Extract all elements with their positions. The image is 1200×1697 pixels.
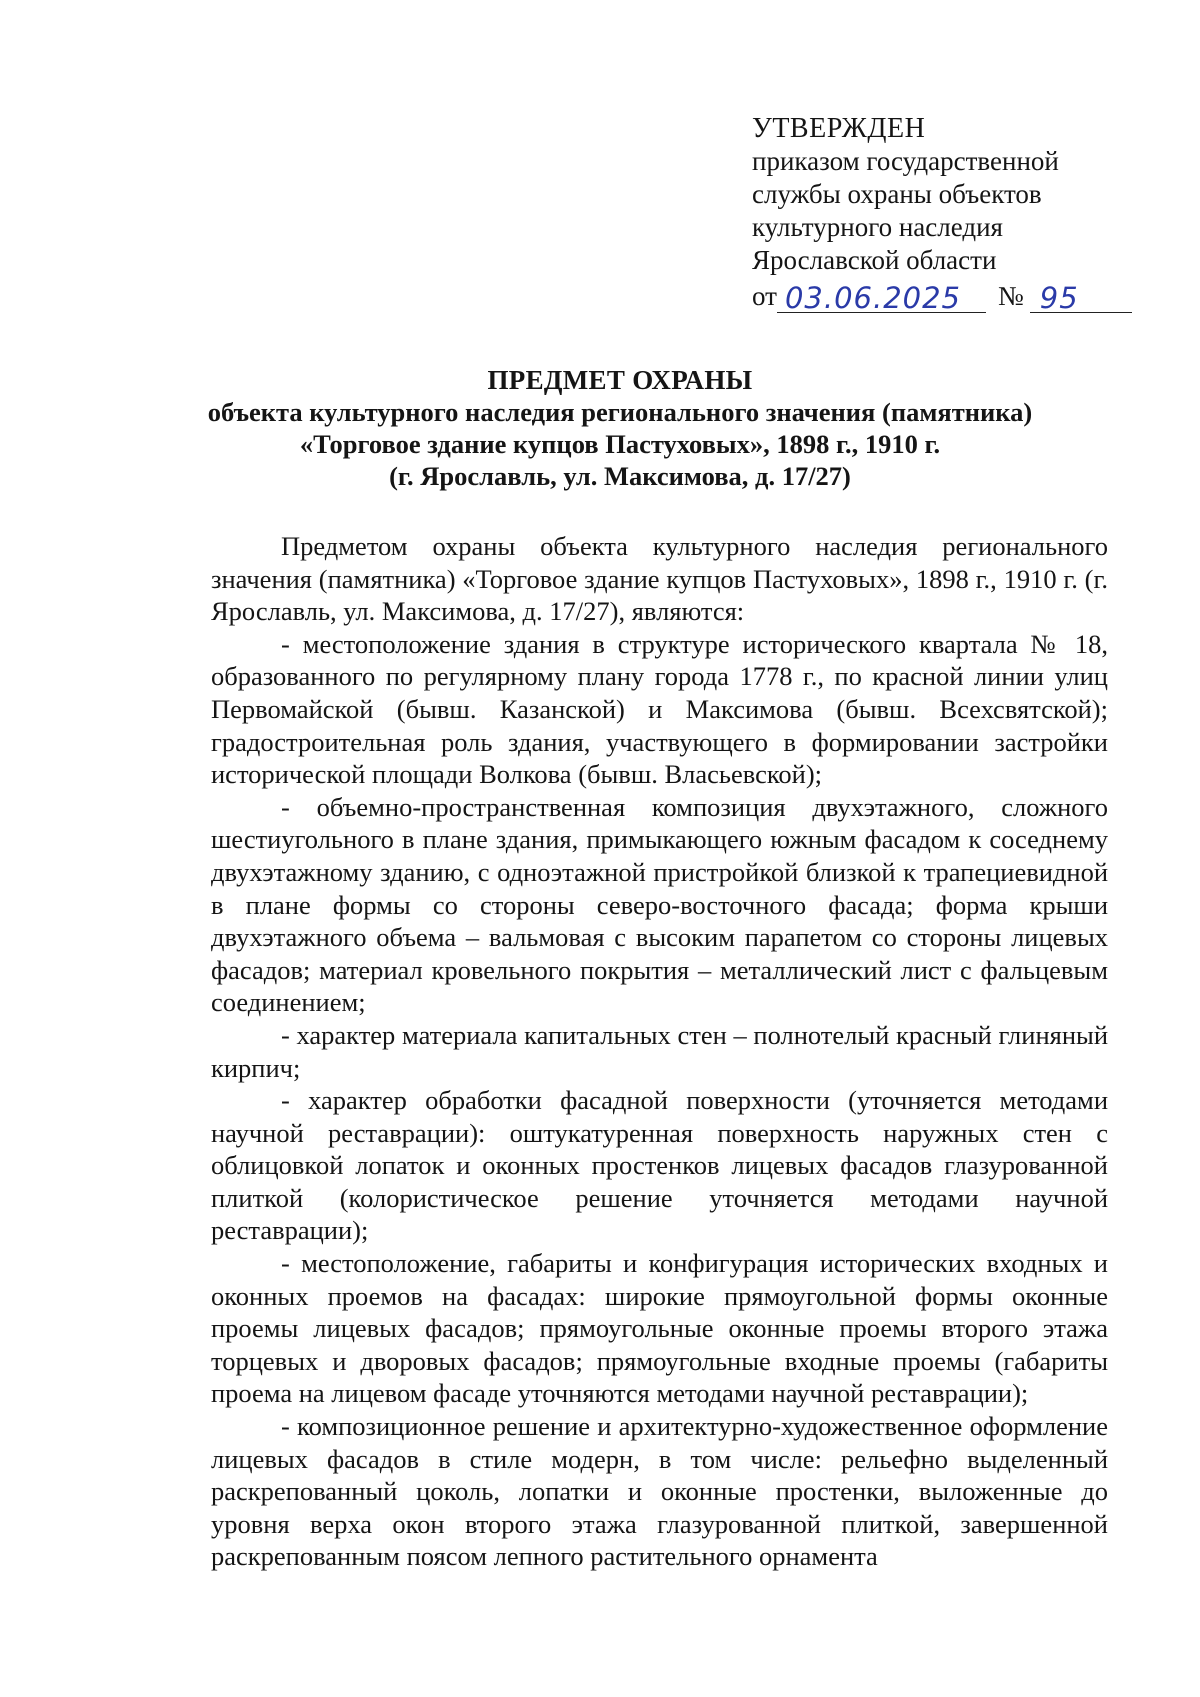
- approval-date-number-row: [752, 279, 1132, 313]
- document-title: ПРЕДМЕТ ОХРАНЫ: [487, 365, 753, 395]
- title-line-1: объекта культурного наследия регионального значения (памятника): [207, 397, 1033, 427]
- list-item: - объемно-пространственная композиция двухэтажного, сложного шестиугольного в плане здания, примыкающего южным фасадом к соседнему двухэтажному зданию, с одноэтажной пристройкой близкой к трапециевидной в плане формы со стороны северо-восточного фасада; форма крыши двухэтажного объема – вальмовая с высоким парапетом со стороны лицевых фасадов; материал кровельного покрытия – металлический лист с фальцевым соединением;: [211, 791, 1108, 1018]
- number-label: №: [998, 281, 1024, 311]
- approval-line-3: культурного наследия: [752, 212, 1003, 242]
- approval-line-2: службы охраны объектов: [752, 179, 1042, 209]
- approval-line-1: приказом государственной: [752, 146, 1059, 176]
- document-body: [211, 530, 1108, 1573]
- list-item: - местоположение, габариты и конфигурация исторических входных и оконных проемов на фасадах: широкие прямоугольной формы оконные проемы лицевых фасадов; прямоугольные оконные проемы второго этажа торцевых и дворовых фасадов; прямоугольные входные проемы (габариты проема на лицевом фасаде уточняются методами научной реставрации);: [211, 1248, 1108, 1409]
- title-line-3: (г. Ярославль, ул. Максимова, д. 17/27): [389, 461, 851, 491]
- title-line-2: «Торговое здание купцов Пастуховых», 1898 г., 1910 г.: [299, 429, 941, 459]
- approval-line-4: Ярославской области: [752, 245, 997, 275]
- approval-block: [752, 112, 1132, 313]
- date-prefix: от: [752, 281, 777, 311]
- list-item: - характер материала капитальных стен – полнотелый красный глиняный кирпич;: [211, 1019, 1108, 1083]
- document-title-block: [140, 364, 1100, 492]
- intro-paragraph: Предметом охраны объекта культурного наследия регионального значения (памятника) «Торговое здание купцов Пастуховых», 1898 г., 1910 г. (г. Ярославль, ул. Максимова, д. 17/27), являются:: [211, 531, 1108, 627]
- list-item: - характер обработки фасадной поверхности (уточняется методами научной реставрации): оштукатуренная поверхность наружных стен с облицовкой лопаток и оконных простенков лицевых фасадов глазурованной плиткой (колористическое решение уточняется методами научной реставрации);: [211, 1085, 1108, 1246]
- list-item: - местоположение здания в структуре исторического квартала № 18, образованного по регулярному плану города 1778 г., по красной линии улиц Первомайской (бывш. Казанской) и Максимова (бывш. Всехсвятской); градостроительная роль здания, участвующего в формировании застройки исторической площади Волкова (бывш. Власьевской);: [211, 628, 1108, 790]
- order-number-handwritten: 95: [1030, 283, 1132, 313]
- list-item: - композиционное решение и архитектурно-художественное оформление лицевых фасадов в стиле модерн, в том числе: рельефно выделенный раскрепованный цоколь, лопатки и оконные простенки, выложенные до уровня верха окон второго этажа глазурованной плиткой, завершенной раскрепованным поясом лепного растительного орнамента: [211, 1411, 1108, 1572]
- approval-heading: УТВЕРЖДЕН: [752, 113, 926, 144]
- order-date-handwritten: 03.06.2025: [777, 283, 986, 313]
